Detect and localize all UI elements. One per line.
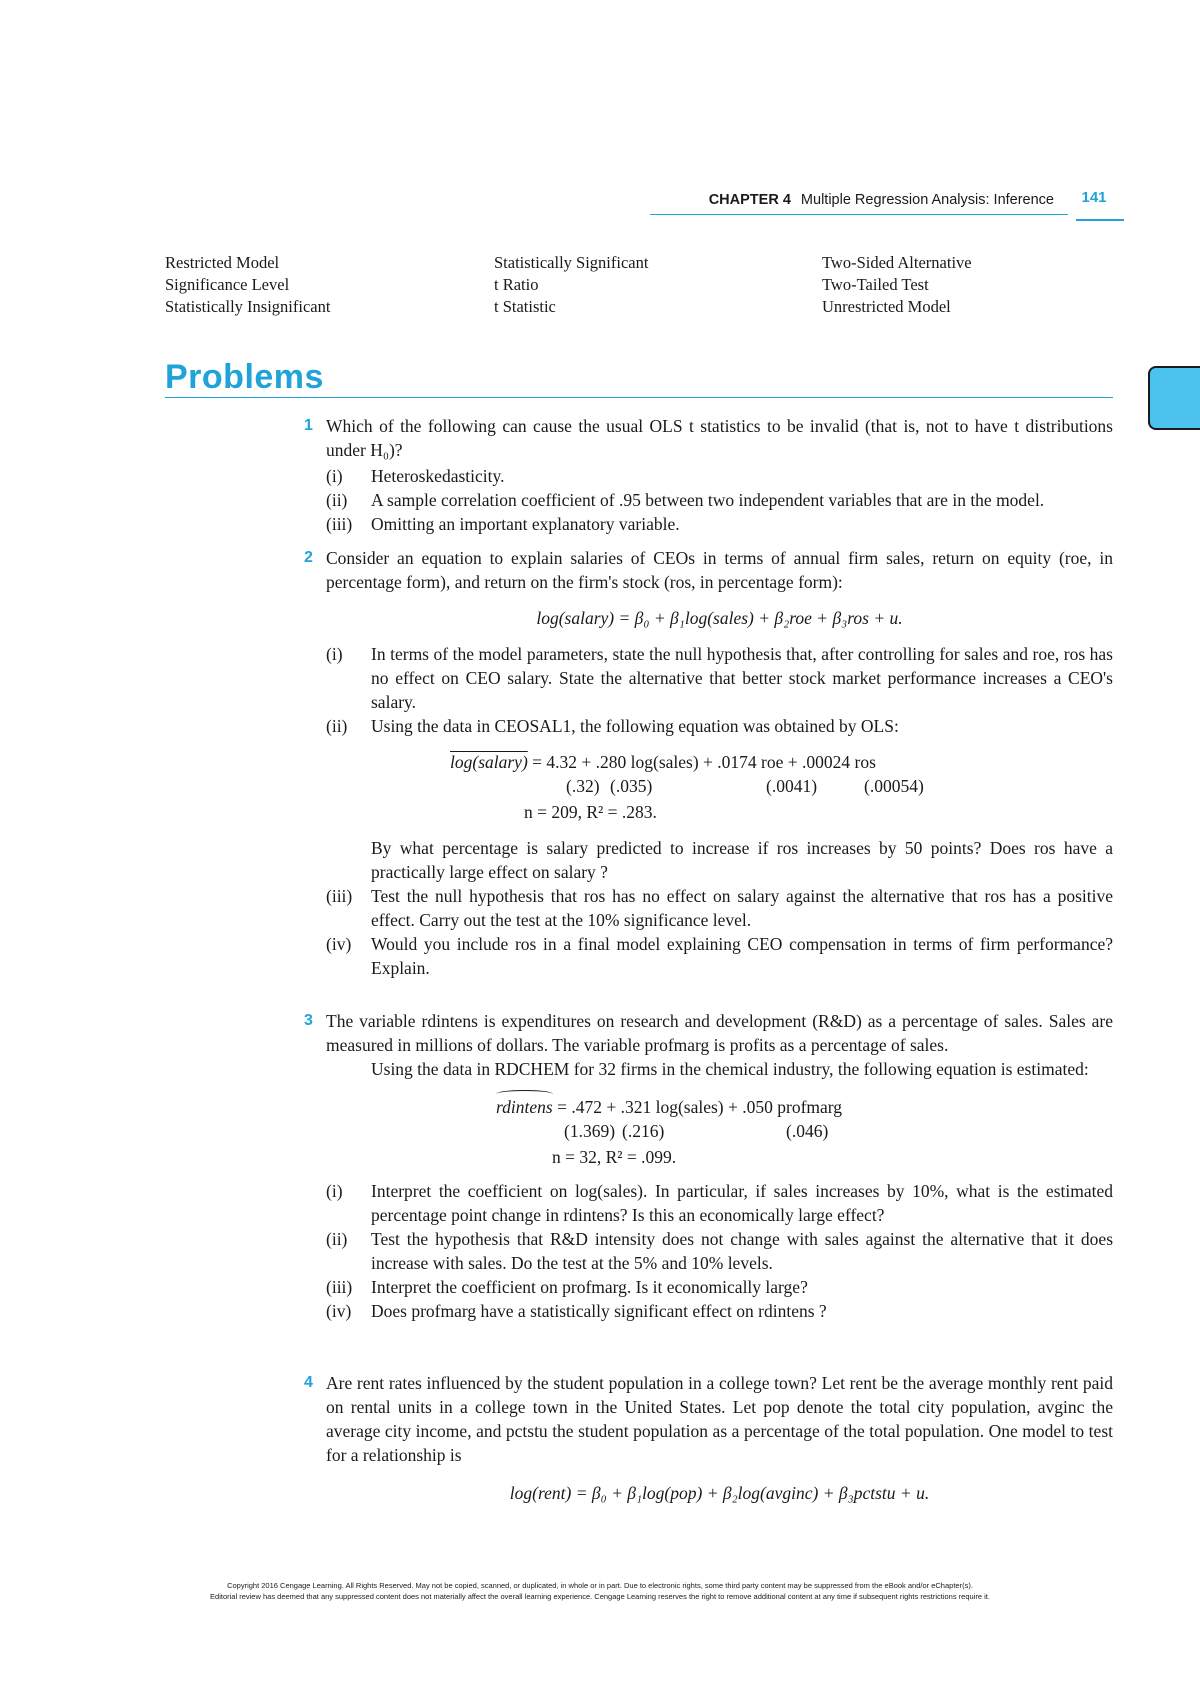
copyright-line: Editorial review has deemed that any suppressed content does not materially affect the overall learning experience. Cengage Learning reserves the right to remove additional content at any time if subsequent rights restrictions require it. [210,1592,990,1601]
key-term: Two-Tailed Test [822,275,929,294]
problem-item: (iii) Omitting an important explanatory variable. [326,514,680,534]
problem-item: (ii) A sample correlation coefficient of .95 between two independent variables that are in the model. [326,490,1045,510]
chapter-side-tab [1148,366,1200,430]
std-error: (.046) [786,1121,829,1141]
std-error: (1.369) [564,1121,616,1141]
problem-3 [304,1009,1113,1323]
key-term: Unrestricted Model [822,297,951,316]
problem-text: The variable rdintens is expenditures on research and development (R&D) as a percentage of sales. Sales are measured in millions of dollars. The variable profmarg is profits as a percentage of sales. [326,1011,1113,1055]
equation-lhs: log(salary) [450,752,528,772]
key-term: Statistically Significant [494,253,649,272]
key-terms-col-3 [822,252,972,318]
estimated-equation [326,746,1113,822]
copyright-footer [100,1580,1100,1602]
problem-items [326,464,1113,536]
equation-rhs: = .472 + .321 log(sales) + .050 profmarg [557,1097,843,1117]
problem-text: Consider an equation to explain salaries of CEOs in terms of annual firm sales, return on equity (roe, in percentage form), and return on the firm's stock (ros, in percentage form): [326,548,1113,592]
model-equation: log(salary) = β₀ + β₁log(sales) + β₂roe + β₃ros + u. [536,608,903,628]
problem-text: Which of the following can cause the usual OLS t statistics to be invalid (that is, not to have t distributions under H₀)? [326,416,1113,460]
model-equation: log(rent) = β₀ + β₁log(pop) + β₂log(avginc) + β₃pctstu + u. [509,1483,930,1503]
equation-lhs: rdintens [496,1097,553,1117]
problem-1 [304,414,1113,536]
chapter-title: Multiple Regression Analysis: Inference [800,192,1054,208]
key-terms-col-1 [165,252,330,318]
running-header [620,188,1120,212]
problem-item: (i) In terms of the model parameters, state the null hypothesis that, after controlling for sales and roe, ros has no effect on CEO salary. State the alternative that better stock market performance increases a CEO's salary. [326,644,1113,712]
std-error: (.00054) [864,776,924,796]
equation-stats: n = 32, R² = .099. [552,1147,677,1167]
problem-items [326,1179,1113,1323]
key-term: t Statistic [494,297,556,316]
key-term: Statistically Insignificant [165,297,331,316]
copyright-line: Copyright 2016 Cengage Learning. All Rights Reserved. May not be copied, scanned, or duplicated, in whole or in part. Due to electronic rights, some third party content may be suppressed from the eBook and/or eChapter(s). [227,1581,973,1590]
problem-item: (iv) Does profmarg have a statistically significant effect on rdintens ? [326,1301,827,1321]
chapter-label: CHAPTER 4 [708,192,791,208]
problem-2 [304,546,1113,980]
key-term: Significance Level [165,275,290,294]
std-error: (.035) [610,776,653,796]
problem-item: (i) Heteroskedasticity. [326,466,505,486]
problem-item: (iii) Test the null hypothesis that ros has no effect on salary against the alternative that ros has a positive effect. Carry out the test at the 10% significance level. [326,886,1113,930]
std-error: (.216) [622,1121,665,1141]
problem-item: (iv) Would you include ros in a final model explaining CEO compensation in terms of firm performance? Explain. [326,934,1113,978]
problem-item: (i) Interpret the coefficient on log(sales). In particular, if sales increases by 10%, what is the estimated percentage point change in rdintens? Is this an economically large effect? [326,1181,1113,1225]
key-terms-col-2 [494,252,648,318]
problem-4 [304,1371,1113,1505]
estimated-equation [326,1089,1113,1165]
problem-number: 3 [304,1012,313,1029]
equation-rhs: = 4.32 + .280 log(sales) + .0174 roe + .00024 ros [532,752,876,772]
problem-number: 4 [304,1374,313,1391]
key-term: Restricted Model [165,253,280,272]
problem-item: (ii) Test the hypothesis that R&D intensity does not change with sales against the alternative that it does increase with sales. Do the test at the 5% and 10% levels. [326,1229,1113,1273]
std-error: (.0041) [766,776,818,796]
page-number: 141 [1081,189,1107,206]
problem-item: (iii) Interpret the coefficient on profmarg. Is it economically large? [326,1277,808,1297]
problem-number: 1 [304,417,313,434]
header-rule [650,214,1068,215]
section-title: Problems [165,358,324,396]
section-rule [165,397,1113,398]
problem-item-continuation: By what percentage is salary predicted to increase if ros increases by 50 points? Does ros have a practically large effect on salary ? [371,838,1113,882]
key-term: Two-Sided Alternative [822,253,972,272]
equation-stats: n = 209, R² = .283. [524,802,657,822]
problem-item: (ii) Using the data in CEOSAL1, the following equation was obtained by OLS: [326,716,899,736]
problem-text: Are rent rates influenced by the student population in a college town? Let rent be the average monthly rent paid on rental units in a college town in the United States. Let pop denote the total city population, avginc the average city income, and pctstu the student population as a percentage of the total population. One model to test for a relationship is [326,1373,1113,1465]
problem-number: 2 [304,549,313,566]
page-number-rule [1076,219,1124,221]
key-term: t Ratio [494,275,539,294]
problem-text: Using the data in RDCHEM for 32 firms in the chemical industry, the following equation is estimated: [371,1059,1089,1079]
std-error: (.32) [566,776,600,796]
